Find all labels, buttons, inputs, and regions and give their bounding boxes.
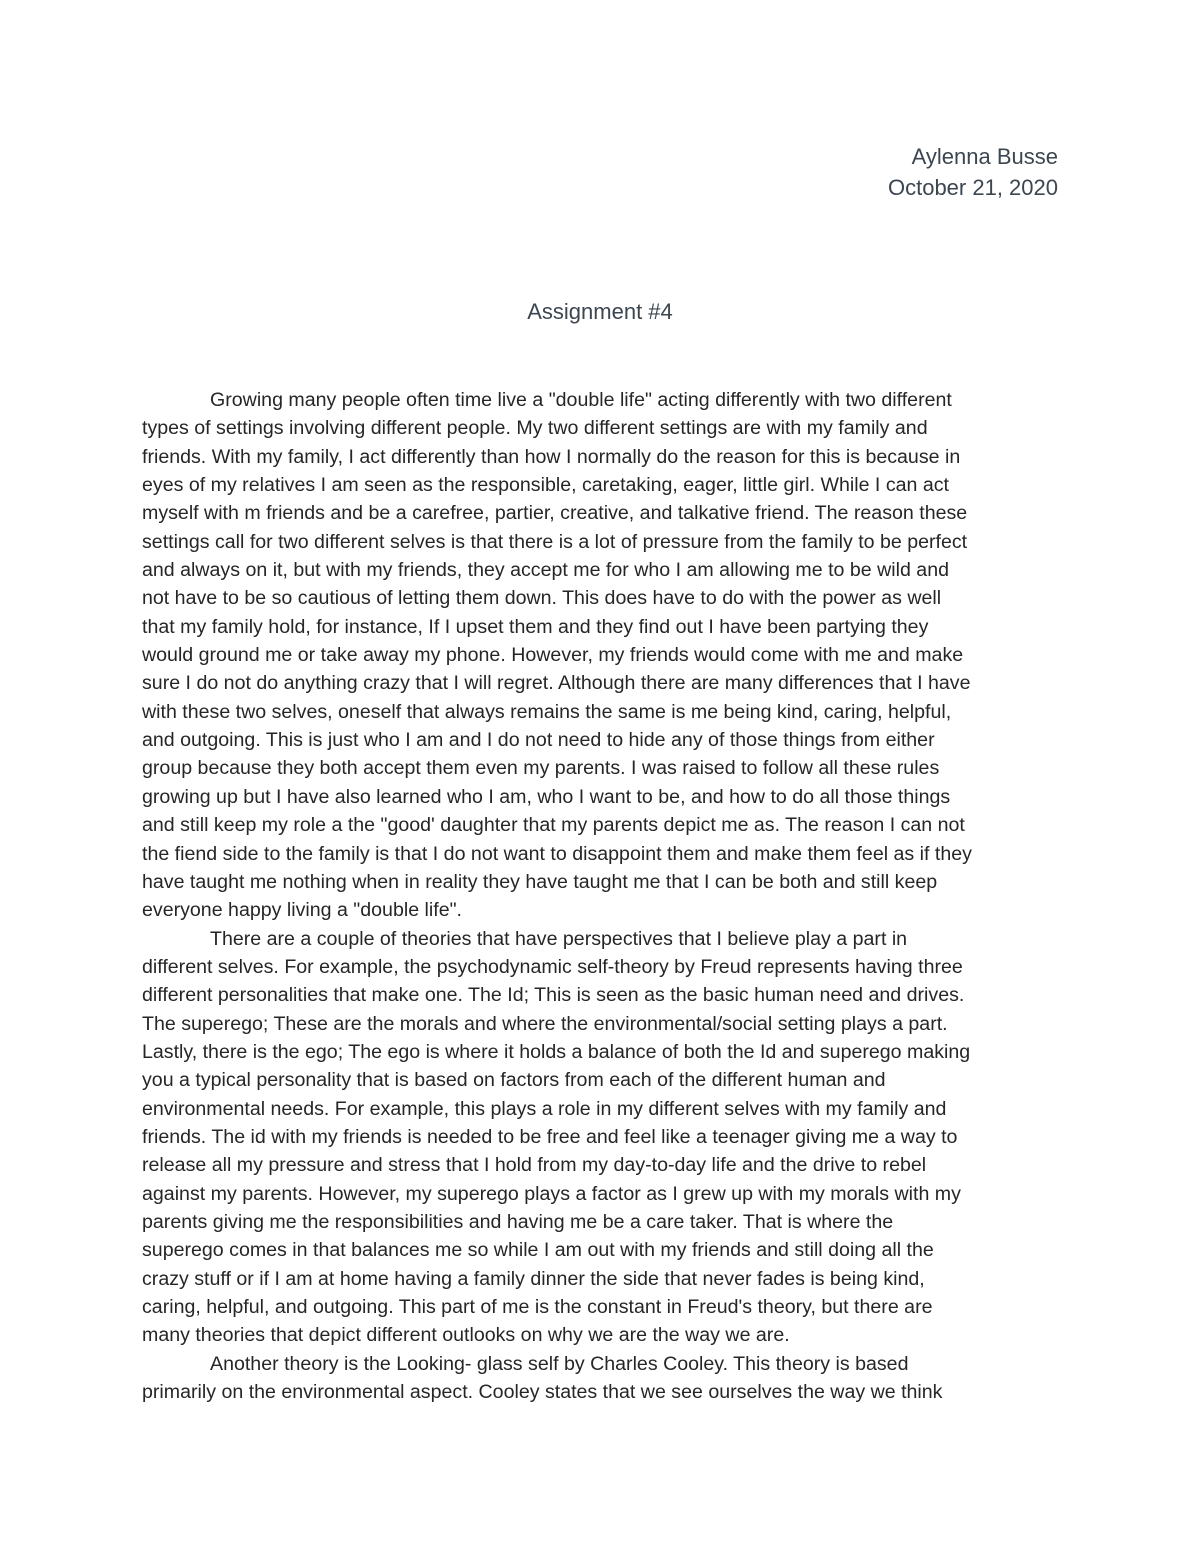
paragraph-1-line: settings call for two different selves is that there is a lot of pressure from the family to be perfect	[142, 530, 968, 553]
assignment-title: Assignment #4	[527, 299, 673, 324]
paragraph-2-line: release all my pressure and stress that I hold from my day-to-day life and the drive to rebel	[142, 1154, 927, 1177]
paragraph-2-line: many theories that depict different outlooks on why we are the way we are.	[142, 1324, 790, 1347]
paragraph-3-line: primarily on the environmental aspect. Cooley states that we see ourselves the way we think	[142, 1381, 943, 1404]
paragraph-2-line: against my parents. However, my superego plays a factor as I grew up with my morals with my	[142, 1182, 961, 1205]
paragraph-1-line: not have to be so cautious of letting them down. This does have to do with the power as well	[142, 587, 942, 610]
paragraph-2-line: superego comes in that balances me so while I am out with my friends and still doing all the	[142, 1239, 934, 1262]
paragraph-1-line: the fiend side to the family is that I do not want to disappoint them and make them feel as if they	[142, 842, 972, 865]
paragraph-2-line: Lastly, there is the ego; The ego is where it holds a balance of both the Id and superego making	[142, 1040, 971, 1063]
paragraph-2-line: different personalities that make one. The Id; This is seen as the basic human need and drives.	[142, 984, 965, 1007]
paragraph-1-line: sure I do not do anything crazy that I will regret. Although there are many differences that I have	[142, 672, 971, 695]
paragraph-1-line: eyes of my relatives I am seen as the responsible, caretaking, eager, little girl. While I can act	[142, 474, 949, 497]
paragraph-1-line: friends. With my family, I act differently than how I normally do the reason for this is because in	[142, 445, 961, 468]
paragraph-2-line: The superego; These are the morals and where the environmental/social setting plays a part.	[142, 1012, 948, 1035]
paragraph-1-line: that my family hold, for instance, If I upset them and they find out I have been partying they	[142, 615, 929, 638]
paragraph-1-line: and always on it, but with my friends, they accept me for who I am allowing me to be wild and	[142, 559, 949, 582]
paragraph-3-line: Another theory is the Looking- glass self by Charles Cooley. This theory is based	[210, 1352, 909, 1375]
paragraph-1-line: Growing many people often time live a "double life" acting differently with two different	[210, 389, 952, 411]
paragraph-1-line: types of settings involving different people. My two different settings are with my family and	[142, 417, 928, 440]
author-name: Aylenna Busse	[911, 144, 1058, 169]
date: October 21, 2020	[887, 175, 1058, 200]
paragraph-1-line: growing up but I have also learned who I am, who I want to be, and how to do all those things	[142, 785, 951, 808]
paragraph-1-line: and outgoing. This is just who I am and I do not need to hide any of those things from either	[142, 729, 935, 752]
header-block	[888, 141, 1058, 203]
paragraph-2-line: friends. The id with my friends is needed to be free and feel like a teenager giving me a way to	[142, 1125, 958, 1148]
paragraph-2-line: There are a couple of theories that have perspectives that I believe play a part in	[210, 927, 908, 950]
paragraph-2-line: environmental needs. For example, this plays a role in my different selves with my family and	[142, 1097, 947, 1120]
paragraph-2-line: parents giving me the responsibilities and having me be a care taker. That is where the	[142, 1210, 894, 1233]
paragraph-1-line: and still keep my role a the "good' daughter that my parents depict me as. The reason I can not	[142, 814, 965, 837]
paragraph-1-line: with these two selves, oneself that always remains the same is me being kind, caring, helpful,	[142, 700, 952, 723]
paragraph-2-line: caring, helpful, and outgoing. This part of me is the constant in Freud's theory, but there are	[142, 1296, 933, 1318]
paragraph-1-line: have taught me nothing when in reality they have taught me that I can be both and still keep	[142, 870, 938, 893]
paragraph-2-line: different selves. For example, the psychodynamic self-theory by Freud represents having three	[142, 955, 963, 978]
paragraph-1-line: group because they both accept them even my parents. I was raised to follow all these rules	[142, 757, 940, 780]
paragraph-1-line: everyone happy living a "double life".	[142, 899, 462, 922]
essay-body	[142, 386, 1058, 1406]
paragraph-1-line: would ground me or take away my phone. However, my friends would come with me and make	[142, 644, 964, 667]
paragraph-1-line: myself with m friends and be a carefree, partier, creative, and talkative friend. The reason these	[142, 502, 968, 525]
paragraph-2-line: you a typical personality that is based on factors from each of the different human and	[142, 1069, 886, 1092]
paragraph-2-line: crazy stuff or if I am at home having a family dinner the side that never fades is being kind,	[142, 1267, 925, 1290]
